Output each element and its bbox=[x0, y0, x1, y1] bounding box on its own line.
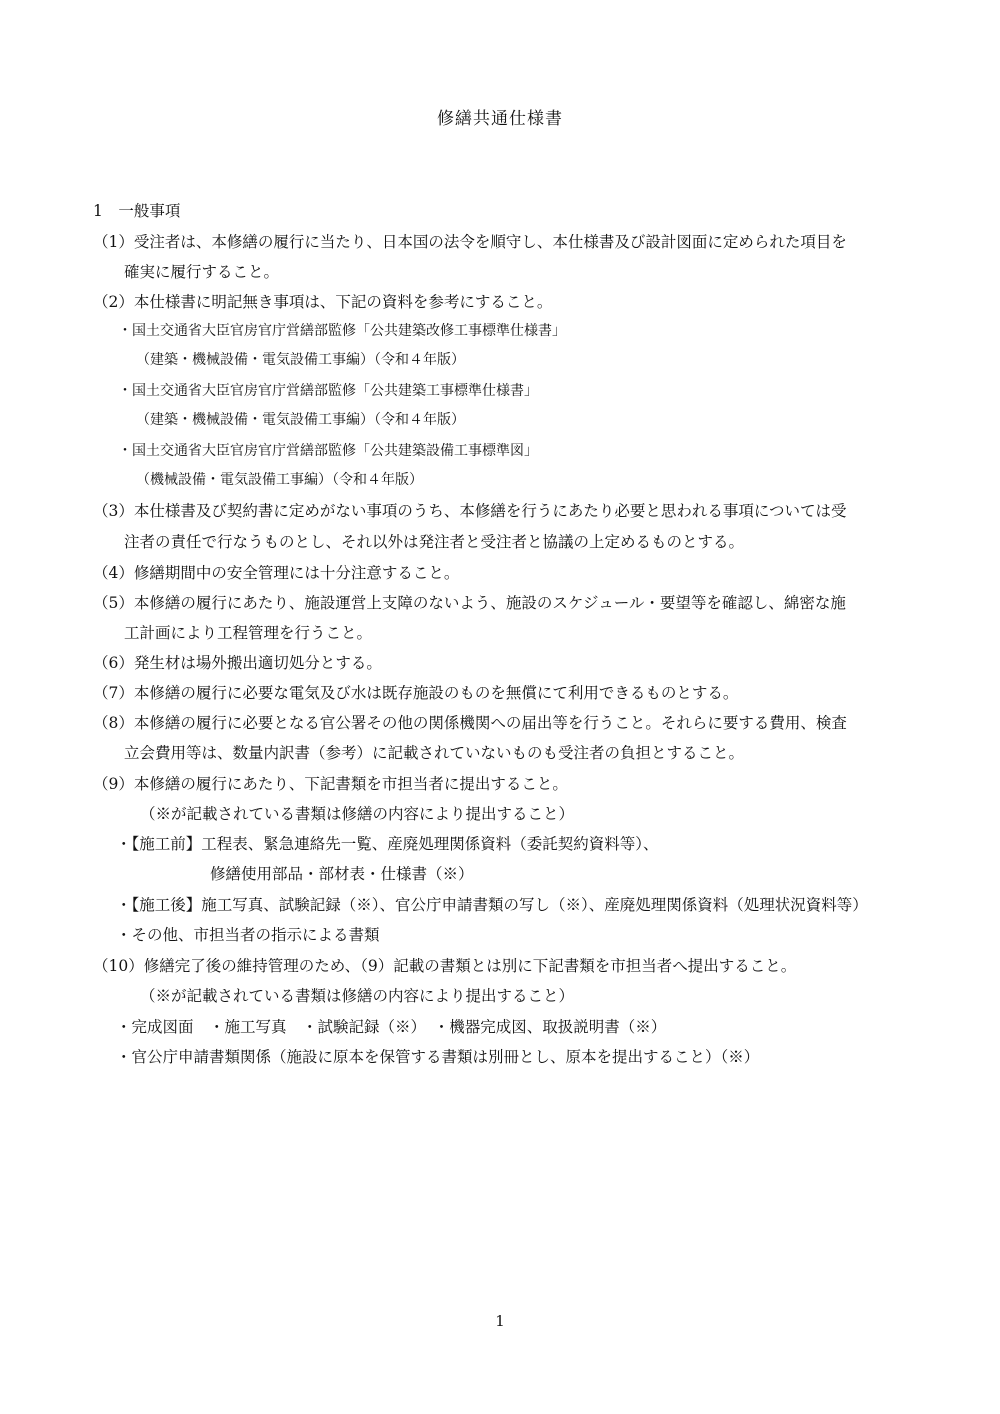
item-5-cont: 工計画により工程管理を行うこと。 bbox=[124, 624, 373, 642]
item-9-note: （※が記載されている書類は修繕の内容により提出すること） bbox=[140, 805, 575, 823]
item-3-cont: 注者の責任で行なうものとし、それ以外は発注者と受注者と協議の上定めるものとする。 bbox=[124, 533, 745, 551]
section-heading: 1 一般事項 bbox=[93, 202, 181, 220]
item-6: （6）発生材は場外搬出適切処分とする。 bbox=[93, 654, 382, 672]
item-5: （5）本修繕の履行にあたり、施設運営上支障のないよう、施設のスケジュール・要望等を確認し、綿密な施 bbox=[93, 594, 846, 612]
item-7: （7）本修繕の履行に必要な電気及び水は既存施設のものを無償にて利用できるものとする。 bbox=[93, 684, 739, 702]
page-number: 1 bbox=[495, 1312, 505, 1330]
document-title: 修繕共通仕様書 bbox=[437, 109, 563, 129]
item-1-cont: 確実に履行すること。 bbox=[124, 263, 280, 281]
reference-3: ・国土交通省大臣官房官庁営繕部監修「公共建築設備工事標準図」 bbox=[118, 443, 538, 459]
item-1: （1）受注者は、本修繕の履行に当たり、日本国の法令を順守し、本仕様書及び設計図面に定められた項目を bbox=[93, 233, 847, 251]
application-docs: ・官公庁申請書類関係（施設に原本を保管する書類は別冊とし、原本を提出すること）（※） bbox=[116, 1048, 760, 1066]
before-construction-docs-cont: 修繕使用部品・部材表・仕様書（※） bbox=[210, 865, 474, 883]
before-construction-docs: ・【施工前】工程表、緊急連絡先一覧、産廃処理関係資料（委託契約資料等）、 bbox=[116, 835, 659, 853]
item-3: （3）本仕様書及び契約書に定めがない事項のうち、本修繕を行うにあたり必要と思われる事項については受 bbox=[93, 502, 847, 520]
item-9: （9）本修繕の履行にあたり、下記書類を市担当者に提出すること。 bbox=[93, 775, 568, 793]
after-construction-docs: ・【施工後】施工写真、試験記録（※）、官公庁申請書類の写し（※）、産廃処理関係資料（処理状況資料等） bbox=[116, 896, 868, 914]
item-10: （10）修繕完了後の維持管理のため、（9）記載の書類とは別に下記書類を市担当者へ提出すること。 bbox=[93, 957, 797, 975]
reference-1: ・国土交通省大臣官房官庁営繕部監修「公共建築改修工事標準仕様書」 bbox=[118, 323, 566, 339]
reference-2-edition: （建築・機械設備・電気設備工事編）（令和４年版） bbox=[136, 412, 465, 428]
item-8: （8）本修繕の履行に必要となる官公署その他の関係機関への届出等を行うこと。それらに要する費用、検査 bbox=[93, 714, 847, 732]
item-4: （4）修繕期間中の安全管理には十分注意すること。 bbox=[93, 564, 460, 582]
reference-1-edition: （建築・機械設備・電気設備工事編）（令和４年版） bbox=[136, 352, 465, 368]
item-8-cont: 立会費用等は、数量内訳書（参考）に記載されていないものも受注者の負担とすること。 bbox=[124, 744, 745, 762]
item-2: （2）本仕様書に明記無き事項は、下記の資料を参考にすること。 bbox=[93, 293, 553, 311]
item-10-note: （※が記載されている書類は修繕の内容により提出すること） bbox=[140, 987, 575, 1005]
other-docs: ・その他、市担当者の指示による書類 bbox=[116, 926, 380, 944]
reference-3-edition: （機械設備・電気設備工事編）（令和４年版） bbox=[136, 472, 423, 488]
completion-docs: ・完成図面 ・施工写真 ・試験記録（※） ・機器完成図、取扱説明書（※） bbox=[116, 1018, 667, 1036]
reference-2: ・国土交通省大臣官房官庁営繕部監修「公共建築工事標準仕様書」 bbox=[118, 383, 538, 399]
